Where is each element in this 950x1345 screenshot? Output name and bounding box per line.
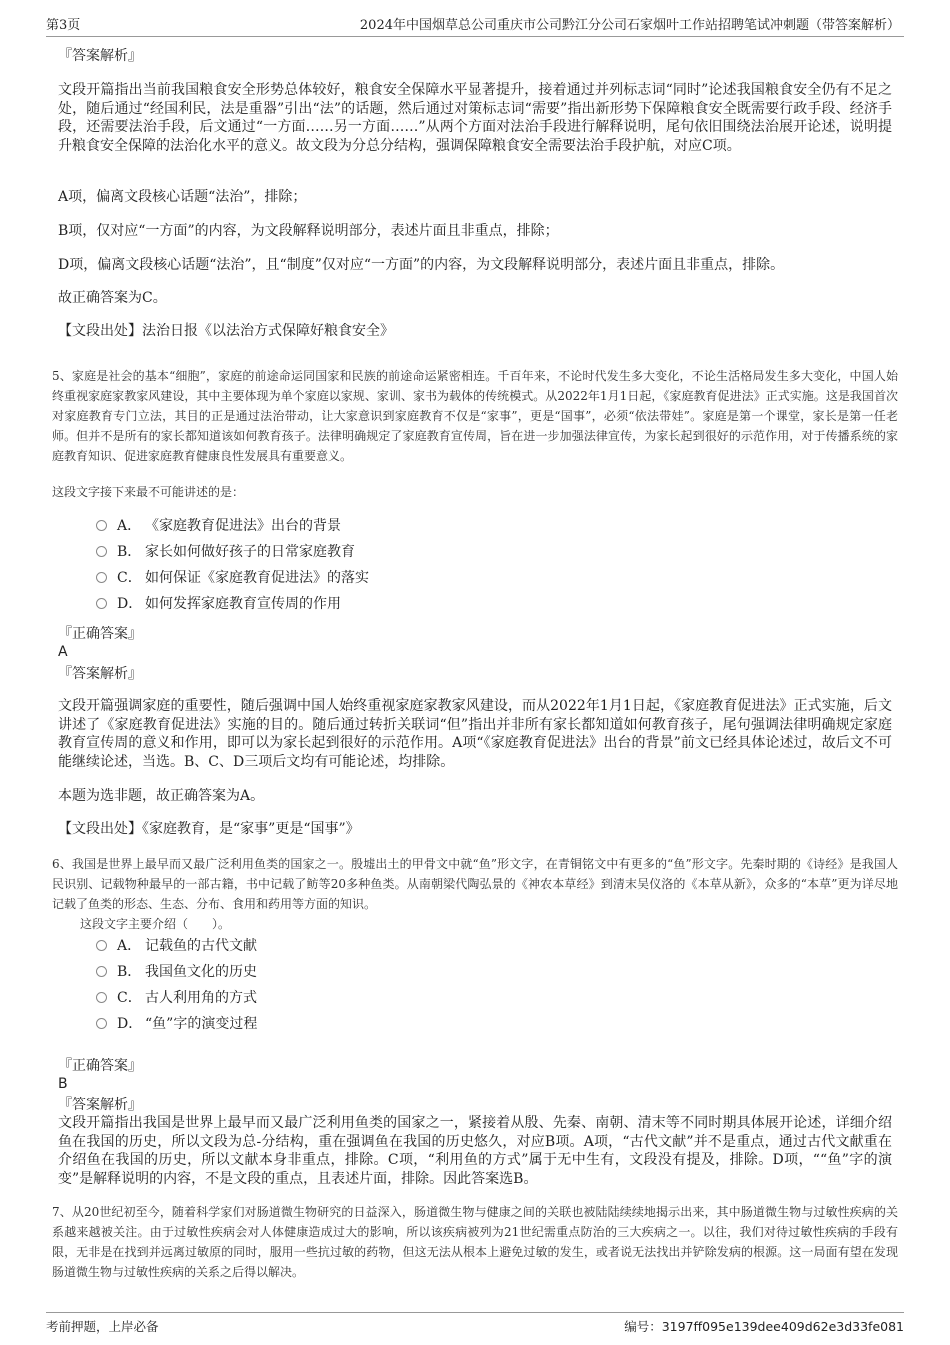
q4-source: 【文段出处】法治日报《以法治方式保障好粮食安全》	[58, 323, 394, 339]
q4-option-a-note: A项，偏离文段核心话题“法治”，排除；	[58, 189, 307, 205]
q5-option-a[interactable]	[96, 515, 341, 537]
option-letter: B．	[117, 964, 142, 980]
q5-stem: 5、家庭是社会的基本“细胞”，家庭的前途命运同国家和民族的前途命运紧密相连。千百年来，不论时代发生多大变化，不论生活格局发生多大变化，中国人始终重视家庭家教家风建设，其中主要体现为单个家庭以家规、家训、家书为载体的传统模式。从2022年1月1日起，《家庭教育促进法》正式实施。这是我国首次对家庭教育专门立法，其目的正是通过法治带动，让大家意识到家庭教育不仅是“家事”，更是“国事”，必须“依法带娃”。家庭是第一个课堂，家长是第一任老师。但并不是所有的家长都知道该如何教育孩子。法律明确规定了家庭教育宣传周，旨在进一步加强法律宣传，为家长起到很好的示范作用，对于传播系统的家庭教育知识、促进家庭教育健康良性发展具有重要意义。	[52, 369, 898, 463]
q6-answer-label: 『正确答案』	[58, 1058, 142, 1074]
radio-icon[interactable]	[96, 1018, 107, 1029]
q5-option-d[interactable]	[96, 593, 341, 615]
option-letter: B．	[117, 544, 142, 560]
q5-option-c[interactable]	[96, 567, 369, 589]
radio-icon[interactable]	[96, 966, 107, 977]
q6-question: 这段文字主要介绍（ ）。	[80, 917, 231, 931]
option-letter: D．	[117, 596, 143, 612]
footer-slogan: 考前押题，上岸必备	[46, 1319, 159, 1334]
q5-conclusion: 本题为选非题，故正确答案为A。	[58, 788, 265, 804]
q5-analysis-text: 文段开篇强调家庭的重要性，随后强调中国人始终重视家庭家教家风建设，而从2022年1月1日起，《家庭教育促进法》正式实施，后文讲述了《家庭教育促进法》实施的目的。随后通过转折关联词“但”指出并非所有家长都知道如何教育孩子，尾句强调法律明确规定家庭教育宣传周的意义和作用，即可以为家长起到很好的示范作用。A项“《家庭教育促进法》出台的背景”前文已经具体论述过，故后文不可能继续论述，当选。B、C、D三项后文均有可能论述，均排除。	[58, 698, 892, 770]
option-text: 如何保证《家庭教育促进法》的落实	[145, 570, 369, 586]
q5-option-b[interactable]	[96, 541, 355, 563]
q4-analysis-label: 『答案解析』	[58, 48, 142, 64]
q6-option-d[interactable]	[96, 1013, 257, 1035]
q6-answer: B	[58, 1076, 68, 1092]
page-footer	[46, 1312, 904, 1335]
radio-icon[interactable]	[96, 520, 107, 531]
q6-stem: 6、我国是世界上最早而又最广泛利用鱼类的国家之一。殷墟出土的甲骨文中就“鱼”形文字，在青铜铭文中有更多的“鱼”形文字。先秦时期的《诗经》是我国人民识别、记载物种最早的一部古籍，书中记载了鲂等20多种鱼类。从南朝梁代陶弘景的《神农本草经》到清末吴仪洛的《本草从新》，众多的“本草”更为详尽地记载了鱼类的形态、生态、分布、食用和药用等方面的知识。	[52, 857, 898, 911]
page-header	[46, 14, 904, 37]
radio-icon[interactable]	[96, 598, 107, 609]
document-title: 2024年中国烟草总公司重庆市公司黔江分公司石家烟叶工作站招聘笔试冲刺题（带答案解析）	[359, 18, 900, 33]
q5-answer-label: 『正确答案』	[58, 626, 142, 642]
radio-icon[interactable]	[96, 572, 107, 583]
option-text: 我国鱼文化的历史	[145, 964, 257, 980]
option-letter: A．	[117, 938, 142, 954]
option-text: 《家庭教育促进法》出台的背景	[145, 518, 341, 534]
q6-option-a[interactable]	[96, 935, 257, 957]
q5-answer: A	[58, 644, 68, 660]
radio-icon[interactable]	[96, 546, 107, 557]
q4-option-d-note: D项，偏离文段核心话题“法治”，且“制度”仅对应“一方面”的内容，为文段解释说明部分，表述片面且非重点，排除。	[58, 257, 785, 273]
radio-icon[interactable]	[96, 992, 107, 1003]
option-text: 家长如何做好孩子的日常家庭教育	[145, 544, 355, 560]
q5-question: 这段文字接下来最不可能讲述的是：	[52, 485, 245, 499]
option-text: 古人利用角的方式	[145, 990, 257, 1006]
option-letter: C．	[117, 990, 142, 1006]
q6-option-b[interactable]	[96, 961, 257, 983]
q5-source: 【文段出处】《家庭教育，是“家事”更是“国事”》	[58, 821, 360, 837]
q6-analysis-text: 文段开篇指出我国是世界上最早而又最广泛利用鱼类的国家之一，紧接着从殷、先秦、南朝、清末等不同时期具体展开论述，详细介绍鱼在我国的历史，所以文段为总-分结构，重在强调鱼在我国的历史悠久，对应B项。A项，“古代文献”并不是重点，通过古代文献重在介绍鱼在我国的历史，所以文献本身非重点，排除。C项，“利用鱼的方式”属于无中生有，文段没有提及，排除。D项，““鱼”字的演变”是解释说明的内容，不是文段的重点，且表述片面，排除。因此答案选B。	[58, 1115, 892, 1187]
option-letter: A．	[117, 518, 142, 534]
q4-analysis-text: 文段开篇指出当前我国粮食安全形势总体较好，粮食安全保障水平显著提升，接着通过并列标志词“同时”论述我国粮食安全仍有不足之处，随后通过“经国利民，法是重器”引出“法”的话题，然后通过对策标志词“需要”指出新形势下保障粮食安全既需要行政手段、经济手段，还需要法治手段，后文通过“一方面……另一方面……”从两个方面对法治手段进行解释说明，尾句依旧围绕法治展开论述，说明提升粮食安全保障的法治化水平的意义。故文段为分总分结构，强调保障粮食安全需要法治手段护航，对应C项。	[58, 82, 892, 154]
option-text: “鱼”字的演变过程	[145, 1016, 258, 1032]
radio-icon[interactable]	[96, 940, 107, 951]
option-letter: C．	[117, 570, 142, 586]
q7-stem: 7、从20世纪初至今，随着科学家们对肠道微生物研究的日益深入，肠道微生物与健康之间的关联也被陆陆续续地揭示出来，其中肠道微生物与过敏性疾病的关系越来越被关注。由于过敏性疾病会对人体健康造成过大的影响，所以该疾病被列为21世纪需重点防治的三大疾病之一。以往，我们对待过敏性疾病的手段有限，无非是在找到并远离过敏原的同时，服用一些抗过敏的药物，但这无法从根本上避免过敏的发生，或者说无法找出并铲除发病的根源。这一局面有望在发现肠道微生物与过敏性疾病的关系之后得以解决。	[52, 1205, 898, 1279]
option-text: 记载鱼的古代文献	[145, 938, 257, 954]
q5-analysis-label: 『答案解析』	[58, 666, 142, 682]
page-number: 第3页	[46, 18, 81, 33]
q4-conclusion: 故正确答案为C。	[58, 290, 167, 306]
q4-option-b-note: B项，仅对应“一方面”的内容，为文段解释说明部分，表述片面且非重点，排除；	[58, 223, 559, 239]
option-text: 如何发挥家庭教育宣传周的作用	[145, 596, 341, 612]
document-id: 编号：3197ff095e139dee409d62e3d33fe081	[624, 1319, 904, 1334]
q6-analysis-label: 『答案解析』	[58, 1097, 142, 1113]
option-letter: D．	[117, 1016, 143, 1032]
q6-option-c[interactable]	[96, 987, 257, 1009]
